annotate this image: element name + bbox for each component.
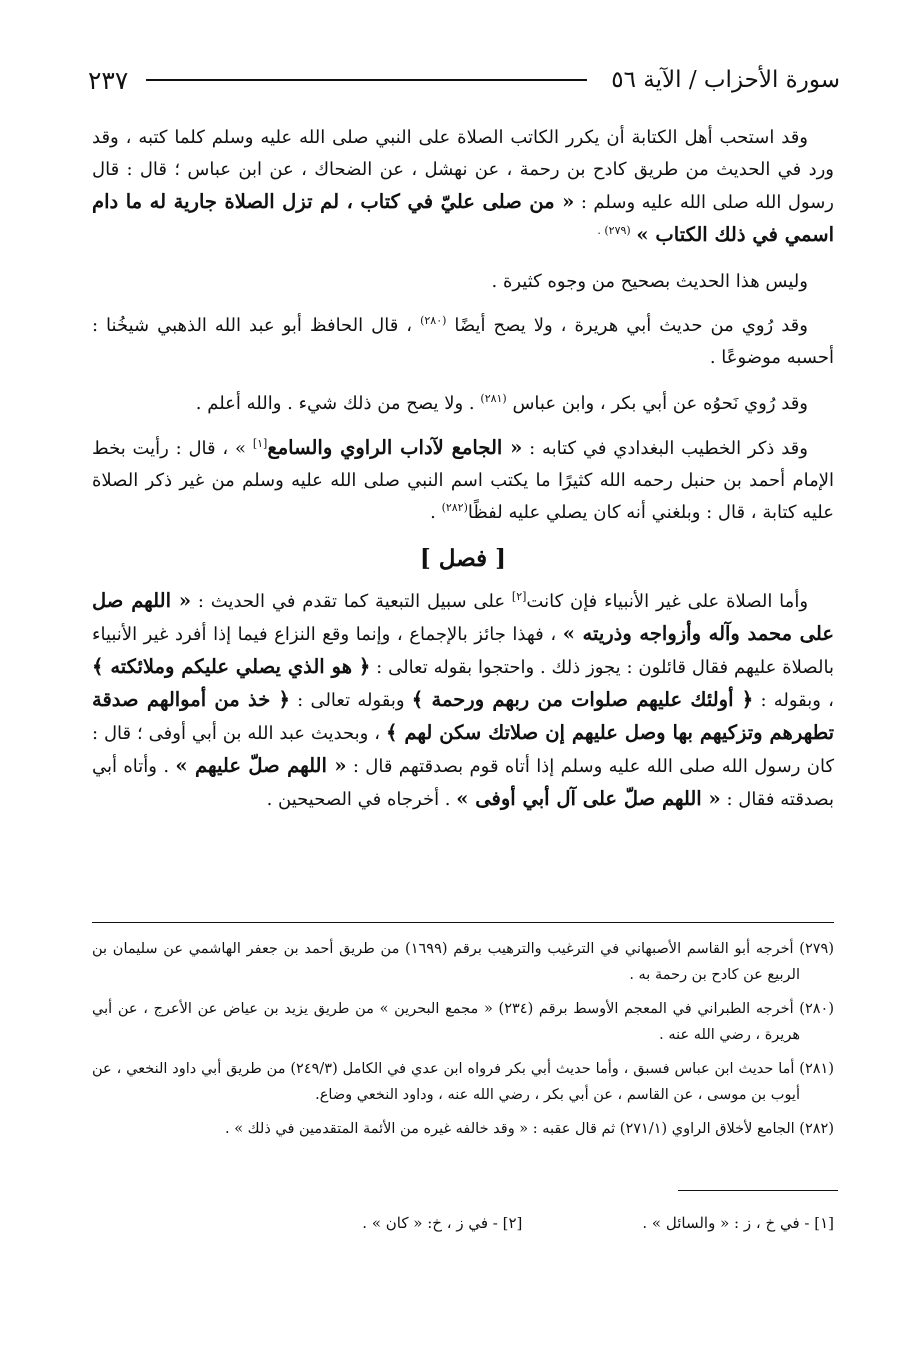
quran-verse: ﴿ خذ من أموالهم صدقة تطهرهم وتزكيهم بها وصل عليهم إن صلاتك سكن لهم ﴾ (92, 688, 834, 744)
note-ref: [٢] (511, 590, 527, 603)
paragraph: وليس هذا الحديث بصحيح من وجوه كثيرة . (491, 271, 808, 292)
quran-verse: ﴿ أولئك عليهم صلوات من ربهم ورحمة ﴾ (411, 688, 754, 711)
footnote: (٢٨١) أما حديث ابن عباس فسبق ، وأما حديث أبي بكر فرواه ابن عدي في الكامل (٢٤٩/٣) من طريق أبي داود النخعي ، عن أيوب بن موسى ، عن القاسم ، عن أبي بكر ، رضي الله عنه ، وداود النخعي وضاع. (92, 1061, 834, 1103)
footnote-ref: (٢٧٩) . (597, 224, 631, 237)
header-rule (146, 79, 587, 81)
note-ref: [١] (252, 437, 268, 450)
hadith-quote: « من صلى عليّ في كتاب ، لم تزل الصلاة جارية له ما دام اسمي في ذلك الكتاب » (92, 190, 834, 246)
hadith-quote: « اللهم صلّ على آل أبي أوفى » (456, 787, 721, 810)
running-title: سورة الأحزاب / الآية ٥٦ (611, 67, 840, 93)
footnote-ref: (٢٨٠) (420, 314, 447, 327)
paragraph: وقد رُوي نَحوُه عن أبي بكر ، وابن عباس $^{(٢٨١)}$ . ولا يصح من ذلك شيء . والله أعلم . (195, 392, 808, 414)
footnote-ref: (٢٨١) (480, 392, 507, 405)
footnote-ref: (٢٨٢) (441, 501, 468, 514)
footnote: (٢٨٠) أخرجه الطبراني في المعجم الأوسط برقم (٢٣٤) « مجمع البحرين » من طريق يزيد بن عياض عن الأعرج ، عن أبي هريرة ، رضي الله عنه . (92, 1001, 835, 1043)
book-title: « الجامع لآداب الراوي والسامع (267, 436, 523, 459)
paragraph: وقد ذكر الخطيب البغدادي في كتابه : « الجامع لآداب الراوي والسامع[١] » ، قال : رأيت بخط الإمام أحمد بن حنبل رحمه الله كثيرًا ما يكتب اسم النبي صلى الله عليه وسلم من غير ذكر الصلاة عليه كتابة ، قال : وبلغني أنه كان يصلي عليه لفظًا$^{(٢٨٢)}$ . (92, 436, 834, 523)
editor-note: [٢] - في ز ، خ: « كان » . (362, 1214, 523, 1232)
main-text (92, 122, 834, 830)
footnote-divider (92, 922, 834, 923)
notes-divider (678, 1190, 838, 1191)
hadith-quote: « اللهم صلّ عليهم » (175, 754, 347, 777)
section-heading: [ فصل ] (419, 545, 507, 572)
paragraph: وأما الصلاة على غير الأنبياء فإن كانت[٢] على سبيل التبعية كما تقدم في الحديث : « اللهم صل على محمد وآله وأزواجه وذريته » ، فهذا جائز بالإجماع ، وإنما وقع النزاع فيما إذا أفرد غير الأنبياء بالصلاة عليهم فقال قائلون : يجوز ذلك . واحتجوا بقوله تعالى : ﴿ هو الذي يصلي عليكم وملائكته ﴾ ، وبقوله : ﴿ أولئك عليهم صلوات من ربهم ورحمة ﴾ وبقوله تعالى : ﴿ خذ من أموالهم صدقة تطهرهم وتزكيهم بها وصل عليهم إن صلاتك سكن لهم ﴾ ، وبحديث عبد الله بن أبي أوفى ؛ قال : كان رسول الله صلى الله عليه وسلم إذا أتاه قوم بصدقتهم قال : « اللهم صلّ عليهم » . وأتاه أبي بصدقته فقال : « اللهم صلّ على آل أبي أوفى » . أخرجاه في الصحيحين . (92, 589, 835, 810)
footnote: (٢٨٢) الجامع لأخلاق الراوي (٢٧١/١) ثم قال عقبه : « وقد خالفه غيره من الأئمة المتقدمين في ذلك » . (224, 1121, 834, 1137)
editor-notes (92, 1210, 834, 1236)
page-number: ٢٣٧ (88, 65, 129, 95)
editor-note: [١] - في خ ، ز : « والسائل » . (642, 1214, 834, 1232)
footnote: (٢٧٩) أخرجه أبو القاسم الأصبهاني في الترغيب والترهيب برقم (١٦٩٩) من طريق أحمد بن جعفر الهاشمي عن سليمان بن الربيع عن كادح بن رحمة به . (92, 941, 834, 983)
page-header (88, 58, 840, 102)
hadith-quote: « اللهم صل على محمد وآله وأزواجه وذريته » (92, 589, 834, 645)
paragraph: وقد رُوي من حديث أبي هريرة ، ولا يصح أيضًا $^{(٢٨٠)}$ ، قال الحافظ أبو عبد الله الذهبي شيخُنا : أحسبه موضوعًا . (92, 314, 834, 368)
footnotes (92, 936, 834, 1150)
quran-verse: ﴿ هو الذي يصلي عليكم وملائكته ﴾ (92, 655, 371, 678)
paragraph: وقد استحب أهل الكتابة أن يكرر الكاتب الصلاة على النبي صلى الله عليه وسلم كلما كتبه ، وقد ورد في الحديث من طريق كادح بن رحمة ، عن نهشل ، عن الضحاك ، عن ابن عباس ؛ قال : قال رسول الله صلى الله عليه وسلم : « من صلى عليّ في كتاب ، لم تزل الصلاة جارية له ما دام اسمي في ذلك الكتاب » $^{(٢٧٩) .}$ (92, 127, 834, 246)
